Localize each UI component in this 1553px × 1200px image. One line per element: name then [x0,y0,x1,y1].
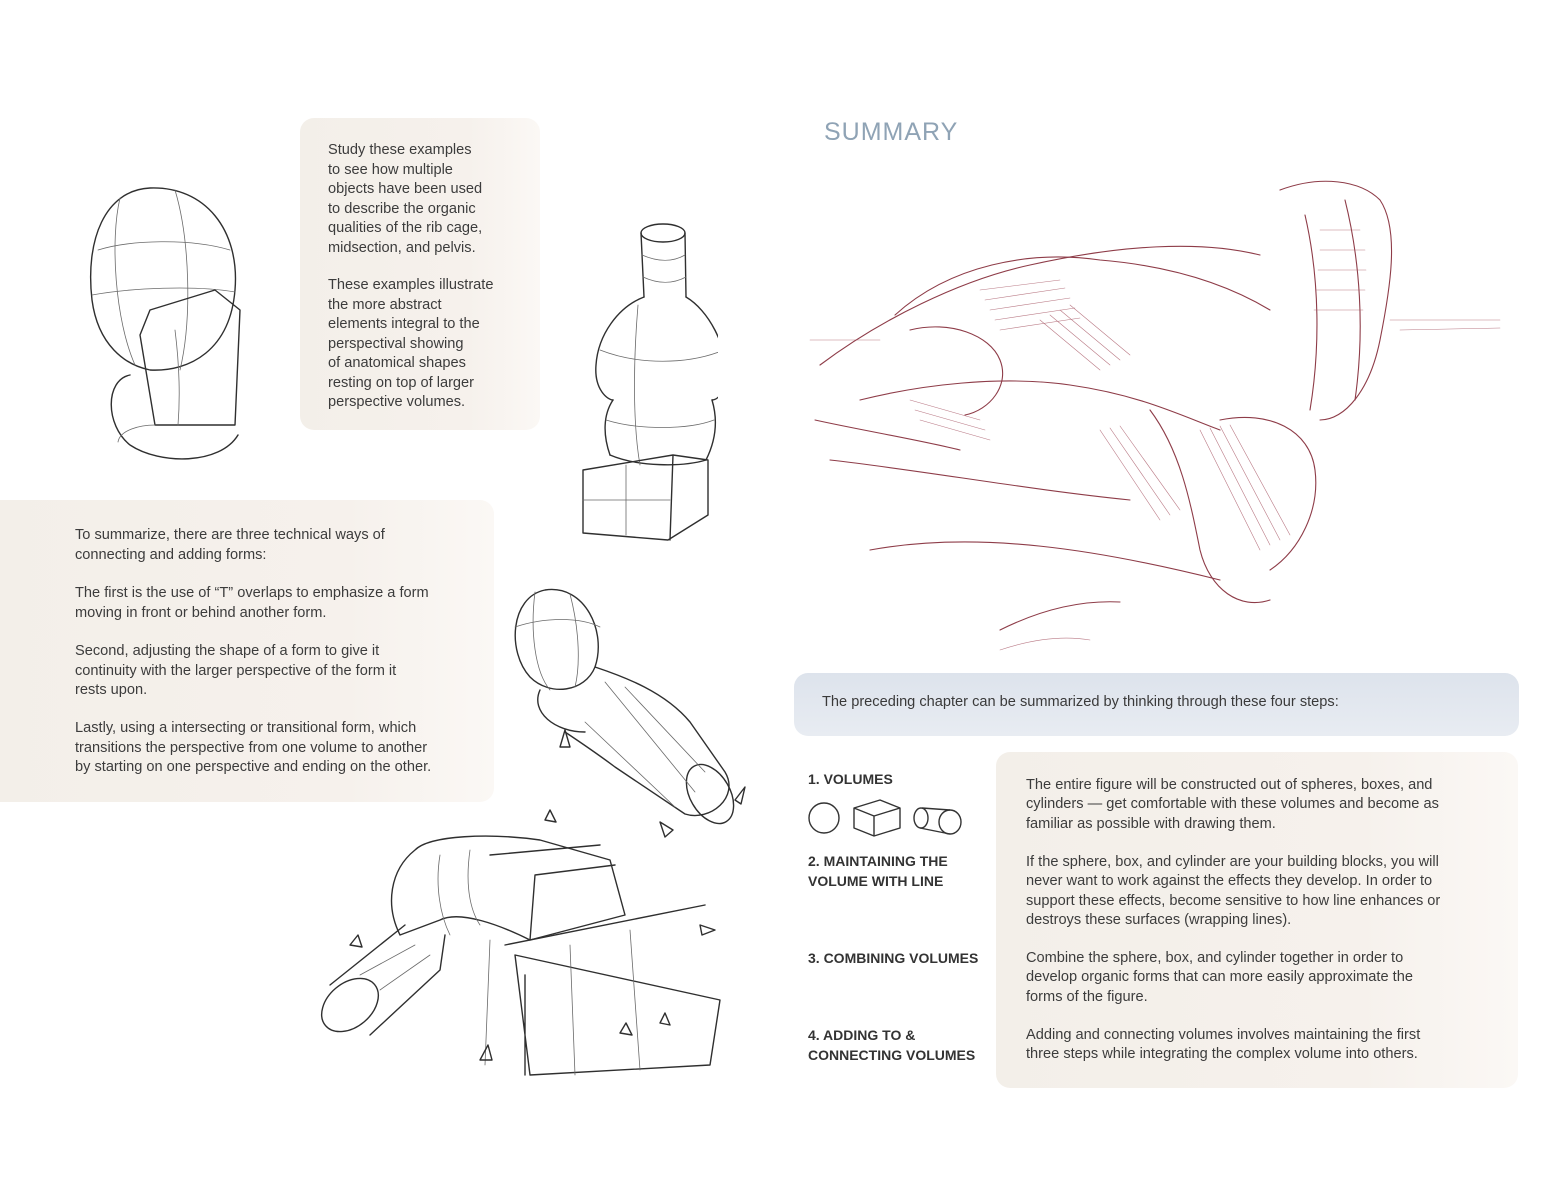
techniques-paragraph-3: Second, adjusting the shape of a form to give it continuity with the larger perspective of the form it rests upon. [75,643,397,698]
volume-icons-row [806,796,966,838]
cylinder-box-construction-sketch [320,795,740,1090]
reclining-figure-sketch [800,170,1505,660]
step-label-volumes: 1. VOLUMES [808,771,893,787]
techniques-paragraph-2: The first is the use of “T” overlaps to emphasize a form moving in front or behind another form. [75,585,429,621]
step-label-maintaining-volume: 2. MAINTAINING THE VOLUME WITH LINE [808,853,948,889]
intro-paragraph-2: These examples illustrate the more abstract elements integral to the perspectival showing of anatomical shapes resting on top of larger perspective volumes. [328,277,494,410]
techniques-paragraph-1: To summarize, there are three technical ways of connecting and adding forms: [75,527,385,563]
box-icon [850,796,904,838]
step-label-adding-connecting-volumes: 4. ADDING TO & CONNECTING VOLUMES [808,1027,976,1063]
techniques-paragraph-4: Lastly, using a intersecting or transitional form, which transitions the perspective from one volume to another by starting on one perspective and ending on the other. [75,720,432,775]
step-description-combining-volumes: Combine the sphere, box, and cylinder together in order to develop organic forms that can more easily approximate the forms of the figure. [1026,950,1413,1005]
intro-paragraph-1: Study these examples to see how multiple objects have been used to describe the organic qualities of the rib cage, midsection, and pelvis. [328,142,483,256]
sphere-icon [806,800,842,836]
cylinder-icon [910,800,966,838]
stacked-bottle-form-sketch [578,215,718,545]
step-description-maintaining-volume: If the sphere, box, and cylinder are your building blocks, you will never want to work against the effects they develop. In order to support these effects, become sensitive to how line enhances or destroys these surfaces (wrapping lines). [1026,854,1441,928]
page-title: SUMMARY [824,118,959,146]
step-description-volumes: The entire figure will be constructed out of spheres, boxes, and cylinders — get comfortable with these volumes and become as familiar as possible with drawing them. [1026,777,1439,832]
ovoid-form-sketch [80,180,250,470]
step-label-combining-volumes: 3. COMBINING VOLUMES [808,950,979,966]
summary-banner-text: The preceding chapter can be summarized by thinking through these four steps: [822,694,1339,710]
step-description-adding-connecting-volumes: Adding and connecting volumes involves maintaining the first three steps while integrating the complex volume into others. [1026,1027,1421,1063]
